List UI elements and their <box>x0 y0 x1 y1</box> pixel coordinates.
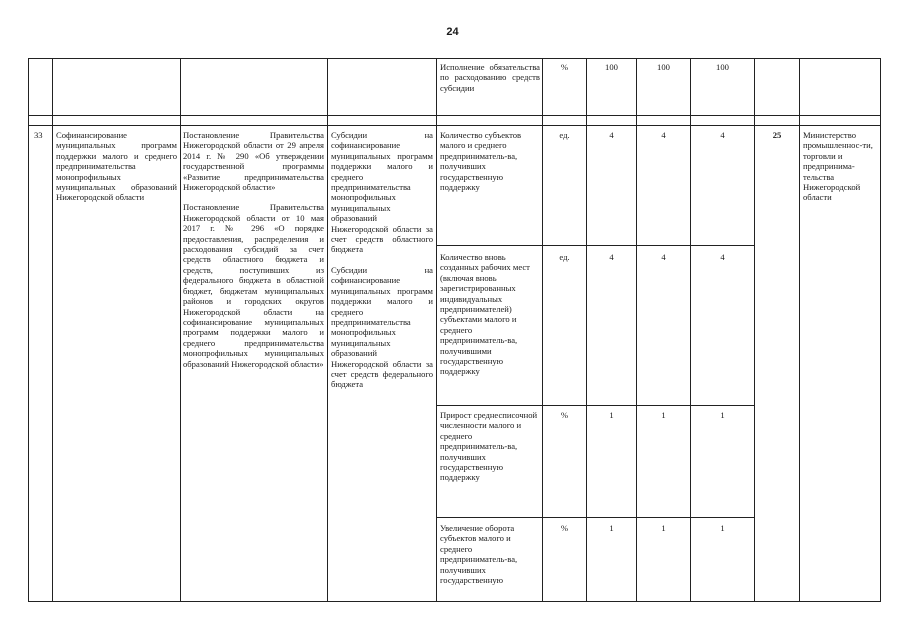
value-cell: 100 <box>716 62 729 72</box>
value-cell: 1 <box>720 523 725 533</box>
unit-cell: % <box>560 62 569 72</box>
column-divider <box>180 58 181 602</box>
value-cell: 4 <box>609 252 614 262</box>
indicator-separator <box>436 517 754 518</box>
measures-cell <box>331 130 433 390</box>
value-cell: 4 <box>720 130 725 140</box>
value-cell: 4 <box>661 252 666 262</box>
value-cell: 100 <box>605 62 618 72</box>
indicator-name: Увеличение оборота субъектов малого и среднего предприниматель-ва, получивших государственную <box>440 523 518 586</box>
unit-cell: % <box>560 410 569 420</box>
row-number: 33 <box>34 130 43 140</box>
value-cell: 1 <box>720 410 725 420</box>
indicator-name: Количество вновь созданных рабочих мест (включая вновь зарегистрированных индивидуальных предпринимателей) субъектами малого и среднего предприниматель-ва, получившими государственную поддержку <box>440 252 530 377</box>
measure-paragraph: Субсидии на софинансирование муниципальных программ поддержки малого и среднего предпринимательства монопрофильных муниципальных образований Нижегородской области за счет средств федерального бюджета <box>331 264 433 390</box>
legal-basis-paragraph: Постановление Правительства Нижегородской области от 29 апреля 2014 г. № 290 «Об утверждении государственной программы «Развитие предпринимательства Нижегородской области» <box>183 130 324 193</box>
legal-basis-cell <box>183 130 324 369</box>
indicator-separator <box>436 405 754 406</box>
column-divider <box>327 58 328 602</box>
row-number-right: 25 <box>772 130 782 140</box>
table-border-right <box>880 58 881 602</box>
value-cell: 1 <box>661 410 666 420</box>
value-cell: 4 <box>720 252 725 262</box>
indicator-name: Количество субъектов малого и среднего предприниматель-ва, получивших государственную поддержку <box>440 130 522 193</box>
value-cell: 4 <box>609 130 614 140</box>
unit-cell: ед. <box>559 252 570 262</box>
responsible-body: Министерство промышленнос-ти, торговли и предпринима-тельства Нижегородской области <box>803 130 873 203</box>
column-divider <box>799 58 800 602</box>
unit-cell: ед. <box>559 130 570 140</box>
value-cell: 1 <box>609 523 614 533</box>
value-cell: 100 <box>657 62 670 72</box>
unit-cell: % <box>560 523 569 533</box>
value-cell: 1 <box>609 410 614 420</box>
measure-paragraph: Субсидии на софинансирование муниципальных программ поддержки малого и среднего предпринимательства монопрофильных муниципальных образований Нижегородской области за счет средств областного бюджета <box>331 130 433 255</box>
program-name: Софинансирование муниципальных программ поддержки малого и среднего предпринимательства монопрофильных муниципальных образований Нижегородской области <box>56 130 177 203</box>
column-divider <box>52 58 53 602</box>
legal-basis-paragraph: Постановление Правительства Нижегородской области от 10 мая 2017 г. № 296 «О порядке предоставления, распределения и расходования субсидий за счет средств областного бюджета и средств, поступивших из федерального бюджета в областной бюджет, бюджетам муниципальных районов и городских округов Нижегородской области на софинансирование муниципальных программ поддержки малого и среднего предпринимательства монопрофильных муниципальных образований Нижегородской области» <box>183 202 324 369</box>
indicator-name: Исполнение обязательства по расходованию средств субсидии <box>440 62 540 93</box>
indicator-name: Прирост среднесписочной численности малого и среднего предприниматель-ва, получивших государственную поддержку <box>440 410 538 483</box>
value-cell: 1 <box>661 523 666 533</box>
table-border-left <box>28 58 29 602</box>
page-number: 24 <box>446 26 459 38</box>
value-cell: 4 <box>661 130 666 140</box>
indicator-separator <box>436 245 754 246</box>
column-divider <box>436 58 437 602</box>
